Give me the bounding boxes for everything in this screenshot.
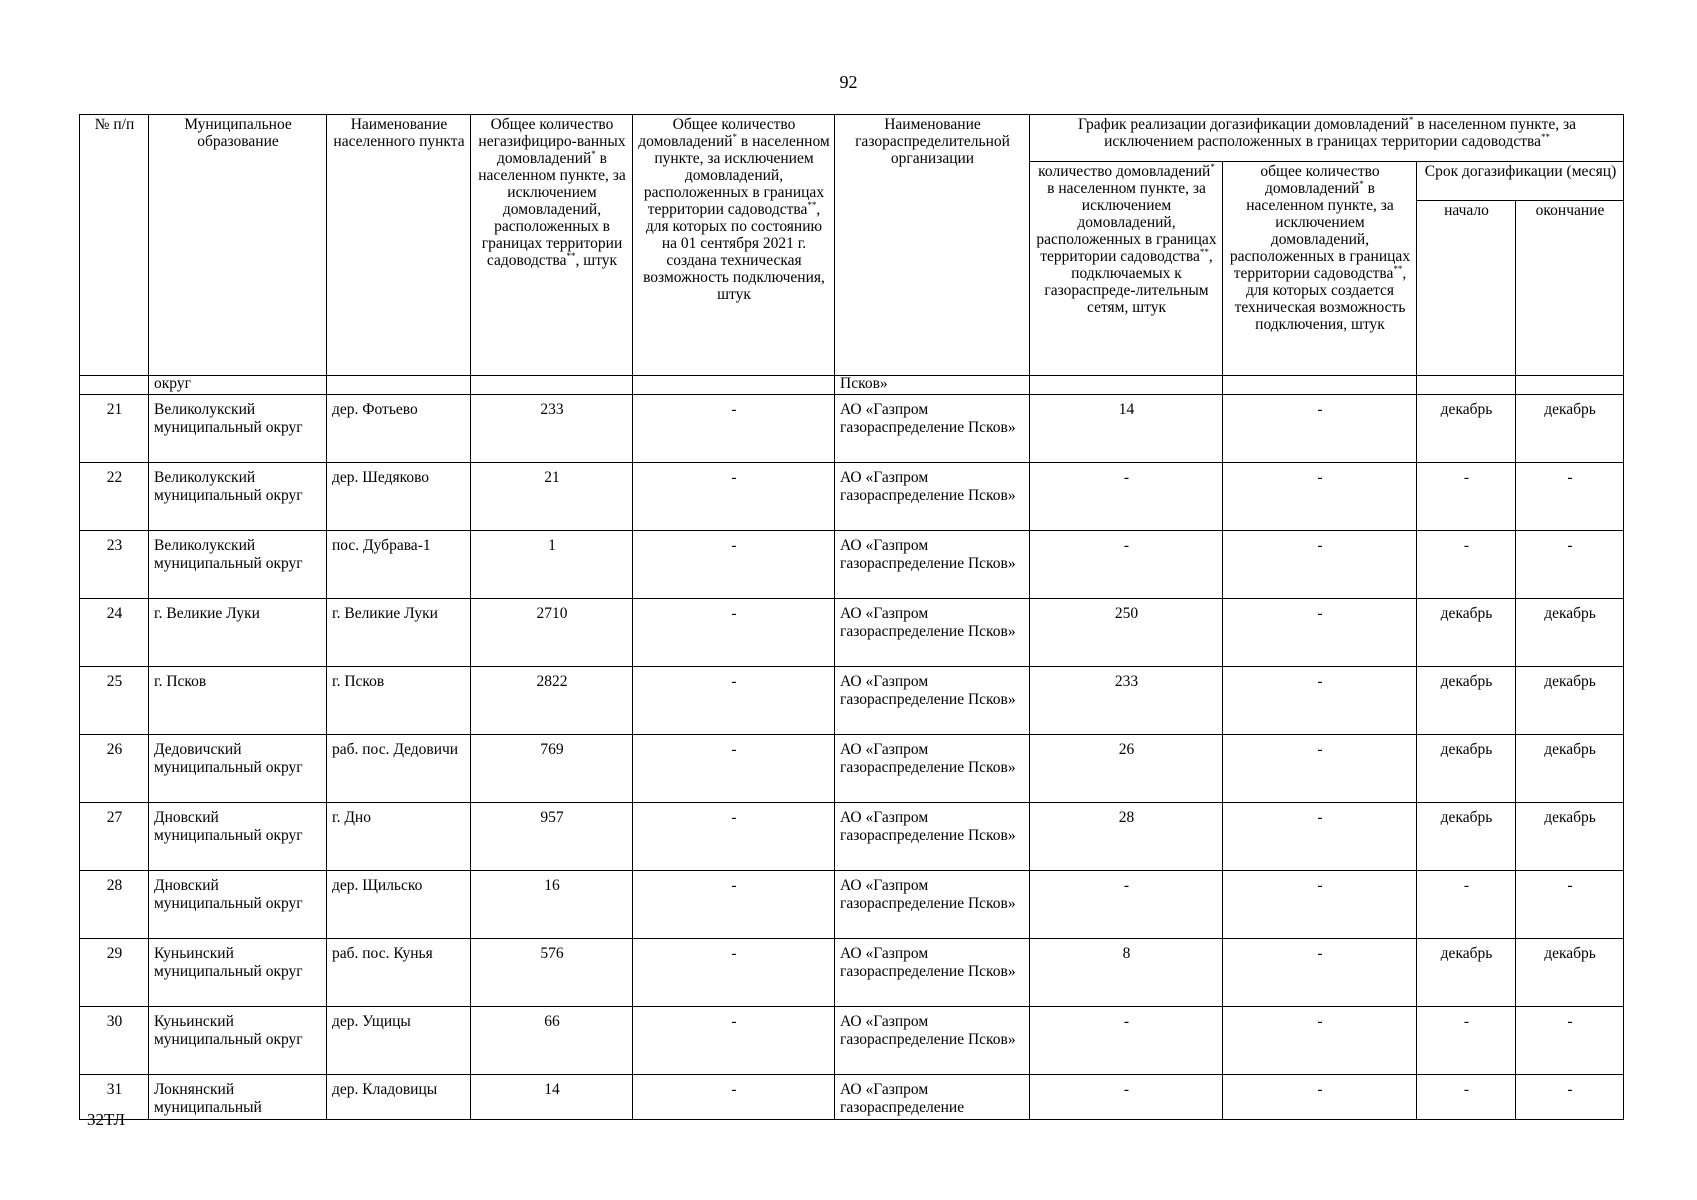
end-month-cell: декабрь (1516, 735, 1624, 803)
total-tech-cell: - (633, 599, 835, 667)
count-connected-cell: 14 (1030, 395, 1223, 463)
table-row (80, 599, 1624, 667)
row-number: 27 (80, 803, 149, 871)
count-connected-cell: 8 (1030, 939, 1223, 1007)
header-count-tech: общее количество домовладений* в населенном пункте, за исключением домовладений, расположенных в границах территории садоводства**, для которых создается техническая возможность подключения, штук (1223, 162, 1417, 376)
count-connected-cell: 250 (1030, 599, 1223, 667)
start-month-cell: - (1417, 871, 1516, 939)
settlement-cell: раб. пос. Кунья (327, 939, 471, 1007)
municipality-cell: г. Псков (149, 667, 327, 735)
total-tech-cell: - (633, 803, 835, 871)
row-number: 26 (80, 735, 149, 803)
count-tech-cell: - (1223, 599, 1417, 667)
gasification-table (79, 114, 1624, 1120)
table-row (80, 463, 1624, 531)
total-ungasified-cell: 1 (471, 531, 633, 599)
count-tech-cell: - (1223, 667, 1417, 735)
start-month-cell: - (1417, 1007, 1516, 1075)
table-row (80, 871, 1624, 939)
count-tech-cell: - (1223, 871, 1417, 939)
end-month-cell: - (1516, 531, 1624, 599)
gas-org-cell: АО «Газпром газораспределение Псков» (835, 463, 1030, 531)
footer-code: 32ТЛ (87, 1110, 126, 1129)
end-month-cell: - (1516, 1007, 1624, 1075)
header-municipality: Муниципальное образование (149, 115, 327, 376)
settlement-cell: дер. Фотьево (327, 395, 471, 463)
total-tech-cell: - (633, 939, 835, 1007)
municipality-cell: Локнянский муниципальный (149, 1075, 327, 1120)
row-number: 30 (80, 1007, 149, 1075)
table-row (80, 1007, 1624, 1075)
count-connected-cell: - (1030, 531, 1223, 599)
end-month-cell: декабрь (1516, 599, 1624, 667)
settlement-cell: г. Дно (327, 803, 471, 871)
total-tech-cell: - (633, 1075, 835, 1120)
municipality-cell: Дновский муниципальный округ (149, 803, 327, 871)
start-month-cell: декабрь (1417, 939, 1516, 1007)
municipality-cell: Великолукский муниципальный округ (149, 463, 327, 531)
end-month-cell: - (1516, 871, 1624, 939)
end-month-cell: декабрь (1516, 803, 1624, 871)
row-number: 25 (80, 667, 149, 735)
header-total-ungasified: Общее количество негазифициро-ванных домовладений* в населенном пункте, за исключением домовладений, расположенных в границах территории садоводства**, штук (471, 115, 633, 376)
count-tech-cell: - (1223, 1075, 1417, 1120)
table-row (80, 735, 1624, 803)
table-row (80, 667, 1624, 735)
municipality-cell: Дновский муниципальный округ (149, 871, 327, 939)
count-tech-cell: - (1223, 803, 1417, 871)
row-number: 24 (80, 599, 149, 667)
total-ungasified-cell: 66 (471, 1007, 633, 1075)
continuation-org: Псков» (835, 376, 1030, 395)
gas-org-cell: АО «Газпром газораспределение Псков» (835, 395, 1030, 463)
row-number: 31 (80, 1075, 149, 1120)
gas-org-cell: АО «Газпром газораспределение Псков» (835, 735, 1030, 803)
municipality-cell: Куньинский муниципальный округ (149, 1007, 327, 1075)
gas-org-cell: АО «Газпром газораспределение Псков» (835, 531, 1030, 599)
start-month-cell: декабрь (1417, 599, 1516, 667)
page-number: 92 (839, 72, 858, 92)
settlement-cell: дер. Кладовицы (327, 1075, 471, 1120)
end-month-cell: декабрь (1516, 667, 1624, 735)
header-row-1 (80, 115, 1624, 162)
start-month-cell: декабрь (1417, 395, 1516, 463)
count-connected-cell: - (1030, 1007, 1223, 1075)
total-ungasified-cell: 769 (471, 735, 633, 803)
start-month-cell: - (1417, 531, 1516, 599)
count-tech-cell: - (1223, 395, 1417, 463)
gas-org-cell: АО «Газпром газораспределение Псков» (835, 939, 1030, 1007)
municipality-cell: Куньинский муниципальный округ (149, 939, 327, 1007)
municipality-cell: г. Великие Луки (149, 599, 327, 667)
table-row (80, 803, 1624, 871)
gas-org-cell: АО «Газпром газораспределение Псков» (835, 599, 1030, 667)
count-tech-cell: - (1223, 531, 1417, 599)
count-tech-cell: - (1223, 1007, 1417, 1075)
settlement-cell: дер. Шедяково (327, 463, 471, 531)
total-tech-cell: - (633, 395, 835, 463)
total-ungasified-cell: 14 (471, 1075, 633, 1120)
count-tech-cell: - (1223, 939, 1417, 1007)
end-month-cell: декабрь (1516, 939, 1624, 1007)
row-number: 22 (80, 463, 149, 531)
total-ungasified-cell: 957 (471, 803, 633, 871)
end-month-cell: - (1516, 463, 1624, 531)
total-ungasified-cell: 2710 (471, 599, 633, 667)
count-connected-cell: - (1030, 1075, 1223, 1120)
settlement-cell: дер. Ущицы (327, 1007, 471, 1075)
header-start: начало (1417, 201, 1516, 376)
count-connected-cell: - (1030, 871, 1223, 939)
total-tech-cell: - (633, 667, 835, 735)
municipality-cell: Великолукский муниципальный округ (149, 395, 327, 463)
gas-org-cell: АО «Газпром газораспределение (835, 1075, 1030, 1120)
settlement-cell: дер. Щильско (327, 871, 471, 939)
gas-org-cell: АО «Газпром газораспределение Псков» (835, 871, 1030, 939)
header-term: Срок догазификации (месяц) (1417, 162, 1624, 201)
start-month-cell: декабрь (1417, 803, 1516, 871)
continuation-row (80, 376, 1624, 395)
count-connected-cell: 28 (1030, 803, 1223, 871)
header-settlement: Наименование населенного пункта (327, 115, 471, 376)
total-ungasified-cell: 21 (471, 463, 633, 531)
total-tech-cell: - (633, 871, 835, 939)
settlement-cell: г. Великие Луки (327, 599, 471, 667)
gas-org-cell: АО «Газпром газораспределение Псков» (835, 803, 1030, 871)
start-month-cell: декабрь (1417, 735, 1516, 803)
settlement-cell: раб. пос. Дедовичи (327, 735, 471, 803)
settlement-cell: пос. Дубрава-1 (327, 531, 471, 599)
row-number: 28 (80, 871, 149, 939)
header-gas-org: Наименование газораспределительной организации (835, 115, 1030, 376)
row-number: 23 (80, 531, 149, 599)
header-count-connected: количество домовладений* в населенном пункте, за исключением домовладений, расположенных в границах территории садоводства**, подключаемых к газораспреде-лительным сетям, штук (1030, 162, 1223, 376)
start-month-cell: - (1417, 1075, 1516, 1120)
count-connected-cell: 26 (1030, 735, 1223, 803)
end-month-cell: - (1516, 1075, 1624, 1120)
settlement-cell: г. Псков (327, 667, 471, 735)
table-row (80, 395, 1624, 463)
header-end: окончание (1516, 201, 1624, 376)
header-num: № п/п (80, 115, 149, 376)
header-total-tech: Общее количество домовладений* в населенном пункте, за исключением домовладений, расположенных в границах территории садоводства**, для которых по состоянию на 01 сентября 2021 г. создана техническая возможность подключения, штук (633, 115, 835, 376)
start-month-cell: декабрь (1417, 667, 1516, 735)
total-tech-cell: - (633, 735, 835, 803)
row-number: 29 (80, 939, 149, 1007)
continuation-municipality: округ (149, 376, 327, 395)
total-tech-cell: - (633, 1007, 835, 1075)
row-number: 21 (80, 395, 149, 463)
total-ungasified-cell: 233 (471, 395, 633, 463)
table-row (80, 1075, 1624, 1120)
header-schedule: График реализации догазификации домовладений* в населенном пункте, за исключением расположенных в границах территории садоводства** (1030, 115, 1624, 162)
municipality-cell: Великолукский муниципальный округ (149, 531, 327, 599)
total-ungasified-cell: 16 (471, 871, 633, 939)
count-connected-cell: - (1030, 463, 1223, 531)
total-ungasified-cell: 576 (471, 939, 633, 1007)
count-tech-cell: - (1223, 735, 1417, 803)
table-row (80, 531, 1624, 599)
end-month-cell: декабрь (1516, 395, 1624, 463)
count-tech-cell: - (1223, 463, 1417, 531)
total-tech-cell: - (633, 531, 835, 599)
total-ungasified-cell: 2822 (471, 667, 633, 735)
gas-org-cell: АО «Газпром газораспределение Псков» (835, 1007, 1030, 1075)
table-row (80, 939, 1624, 1007)
gas-org-cell: АО «Газпром газораспределение Псков» (835, 667, 1030, 735)
start-month-cell: - (1417, 463, 1516, 531)
count-connected-cell: 233 (1030, 667, 1223, 735)
municipality-cell: Дедовичский муниципальный округ (149, 735, 327, 803)
total-tech-cell: - (633, 463, 835, 531)
